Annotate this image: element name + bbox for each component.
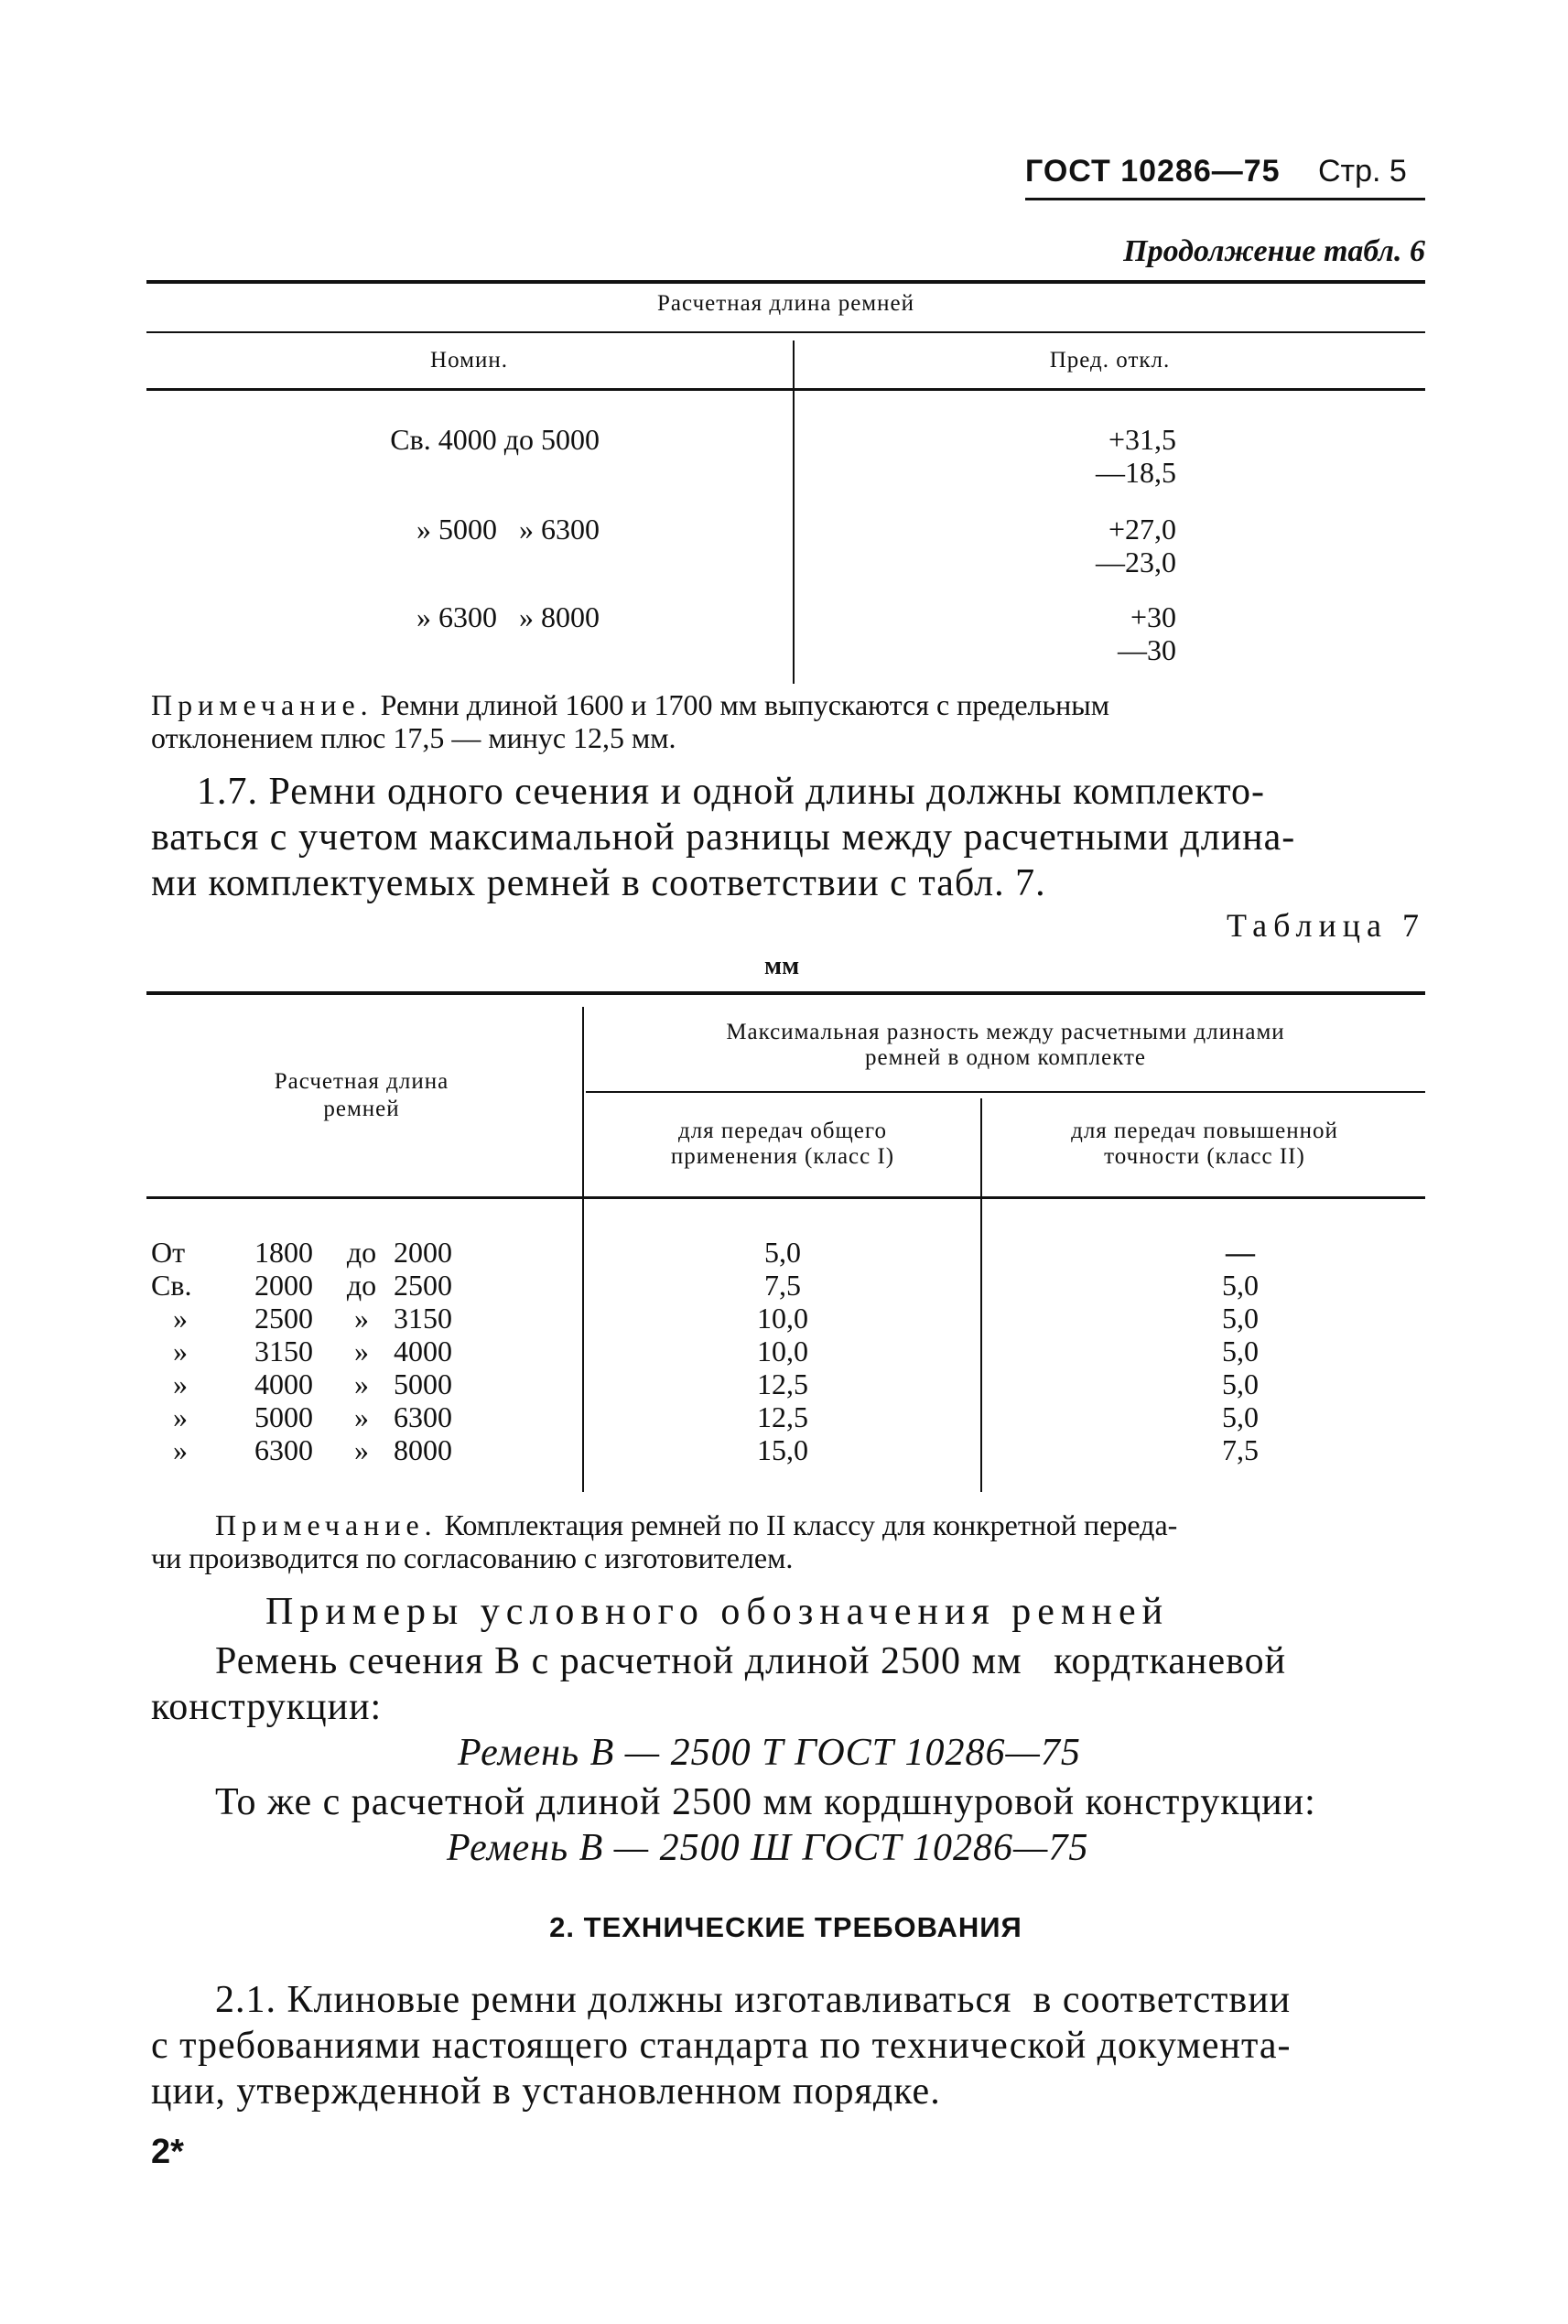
table7-title: Таблица 7 — [1227, 907, 1425, 944]
table6-dev-plus-cell: +30 — [1130, 600, 1176, 633]
table6-group-rule — [146, 331, 1425, 333]
table7-from-cell: 5000 — [254, 1400, 313, 1433]
paragraph-2-1-line: 2.1. Клиновые ремни должны изготавливаться в соответствии — [215, 1979, 1292, 2021]
table7-from-cell: 6300 — [254, 1433, 313, 1466]
table7-sep-cell: » — [354, 1302, 369, 1335]
table7-col-class1: для передач общего — [677, 1119, 888, 1143]
table7-from-cell: 3150 — [254, 1335, 313, 1367]
table7-class2-cell: 7,5 — [1222, 1433, 1259, 1466]
table6-continuation-label: Продолжение табл. 6 — [1123, 234, 1425, 268]
table7-group-header-2: ремней в одном комплекте — [864, 1045, 1147, 1070]
table6-dev-plus-cell: +27,0 — [1108, 513, 1176, 546]
section-heading: 2. ТЕХНИЧЕСКИЕ ТРЕБОВАНИЯ — [549, 1911, 1022, 1943]
table7-sep-cell: до — [346, 1269, 377, 1302]
table7-col-class2: для передач повышенной — [1071, 1119, 1338, 1143]
note-text: Ремни длиной 1600 и 1700 мм выпускаются с предельным — [380, 688, 1109, 721]
table7-sep-cell: до — [346, 1236, 377, 1269]
examples-line: Ремень сечения В с расчетной длиной 2500 мм кордтканевой — [215, 1640, 1287, 1682]
table7-prefix-cell: » — [173, 1302, 188, 1335]
table7-to-cell: 6300 — [394, 1400, 452, 1433]
table7-from-cell: 1800 — [254, 1236, 313, 1269]
examples-heading: Примеры условного обозначения ремней — [265, 1591, 1170, 1633]
paragraph-2-1-line: ции, утвержденной в установленном порядке. — [151, 2070, 941, 2113]
table7-prefix-cell: » — [173, 1367, 188, 1400]
table6-col-nominal: Номин. — [430, 348, 508, 373]
table7-class1-cell: 7,5 — [764, 1269, 801, 1302]
table7-class1-cell: 5,0 — [764, 1236, 801, 1269]
table7-prefix-cell: » — [173, 1335, 188, 1367]
table7-col-class1-2: применения (класс I) — [670, 1144, 895, 1169]
table6-top-rule — [146, 280, 1425, 284]
designation-example: Ремень В — 2500 Т ГОСТ 10286—75 — [458, 1732, 1081, 1774]
table6-column-divider — [793, 340, 795, 684]
table6-header-rule — [146, 388, 1425, 391]
table6-nominal-cell: Св. 4000 до 5000 — [390, 423, 600, 456]
table7-from-cell: 2500 — [254, 1302, 313, 1335]
table6-note — [151, 688, 1428, 721]
table6-dev-minus-cell: —23,0 — [1096, 546, 1176, 578]
table7-class1-cell: 10,0 — [757, 1335, 808, 1367]
header-rule — [1025, 198, 1425, 200]
table7-group-rule — [586, 1091, 1425, 1093]
table7-col-class2-2: точности (класс II) — [1104, 1144, 1305, 1169]
table7-class2-cell: 5,0 — [1222, 1302, 1259, 1335]
table7-class1-col — [586, 1236, 979, 1466]
table7-to-col — [394, 1236, 476, 1466]
table7-class1-cell: 12,5 — [757, 1367, 808, 1400]
paragraph-1-7-line: ваться с учетом максимальной разницы между расчетными длина- — [151, 816, 1296, 859]
table7-to-cell: 5000 — [394, 1367, 452, 1400]
table6-dev-minus-cell: —30 — [1118, 633, 1176, 666]
table7-class1-cell: 10,0 — [757, 1302, 808, 1335]
note-label: Примечание. — [215, 1508, 438, 1541]
examples-line: То же с расчетной длиной 2500 мм кордшнуровой конструкции: — [215, 1781, 1316, 1823]
table7-prefix-cell: Св. — [151, 1269, 192, 1302]
table7-note — [215, 1508, 1177, 1541]
table7-to-cell: 8000 — [394, 1433, 452, 1466]
table6-dev-plus-cell: +31,5 — [1108, 423, 1176, 456]
table6-col-deviation: Пред. откл. — [1049, 348, 1171, 373]
table7-from-col — [254, 1236, 337, 1466]
designation-example: Ремень В — 2500 Ш ГОСТ 10286—75 — [447, 1827, 1089, 1869]
paragraph-2-1-line: с требованиями настоящего стандарта по технической документа- — [151, 2025, 1292, 2067]
table7-group-header: Максимальная разность между расчетными длинами — [726, 1020, 1285, 1044]
table7-column-divider — [980, 1098, 982, 1492]
table7-prefix-cell: » — [173, 1433, 188, 1466]
table7-class2-cell: 5,0 — [1222, 1400, 1259, 1433]
table7-prefix-col — [151, 1236, 224, 1466]
paragraph-1-7-line: ми комплектуемых ремней в соответствии с табл. 7. — [151, 862, 1046, 904]
table7-header-rule — [146, 1196, 1425, 1199]
table7-to-cell: 4000 — [394, 1335, 452, 1367]
table7-class2-cell: 5,0 — [1222, 1269, 1259, 1302]
table7-sep-cell: » — [354, 1367, 369, 1400]
table7-from-cell: 4000 — [254, 1367, 313, 1400]
table7-class2-cell: 5,0 — [1222, 1367, 1259, 1400]
table7-col-length-2: ремней — [323, 1097, 400, 1121]
table7-class1-cell: 15,0 — [757, 1433, 808, 1466]
table7-to-cell: 3150 — [394, 1302, 452, 1335]
table7-sep-cell: » — [354, 1335, 369, 1367]
note-label: Примечание. — [151, 688, 373, 721]
table6-group-header: Расчетная длина ремней — [657, 291, 914, 316]
table7-note-continuation: чи производится по согласованию с изготовителем. — [151, 1541, 794, 1574]
table7-class2-cell: 5,0 — [1222, 1335, 1259, 1367]
table7-sep-cell: » — [354, 1400, 369, 1433]
table6-dev-minus-cell: —18,5 — [1096, 456, 1176, 489]
table7-col-length: Расчетная длина — [274, 1069, 449, 1094]
table7-prefix-cell: » — [173, 1400, 188, 1433]
table7-to-cell: 2000 — [394, 1236, 452, 1269]
table7-from-cell: 2000 — [254, 1269, 313, 1302]
table7-to-cell: 2500 — [394, 1269, 452, 1302]
page-number: Стр. 5 — [1318, 154, 1407, 189]
table7-prefix-cell: От — [151, 1236, 186, 1269]
table6-nominal-cell: » 6300 » 8000 — [416, 600, 600, 633]
table7-sep-cell: » — [354, 1433, 369, 1466]
table7-sep-col — [339, 1236, 384, 1466]
table7-class1-cell: 12,5 — [757, 1400, 808, 1433]
table6-note-continuation: отклонением плюс 17,5 — минус 12,5 мм. — [151, 721, 676, 754]
note-text: Комплектация ремней по II классу для конкретной переда- — [444, 1508, 1178, 1541]
sheet-signature: 2* — [151, 2133, 184, 2171]
table7-unit: мм — [764, 952, 800, 980]
table7-class2-cell: — — [1226, 1236, 1255, 1269]
examples-line: конструкции: — [151, 1686, 383, 1728]
table6-nominal-cell: » 5000 » 6300 — [416, 513, 600, 546]
table7-top-rule — [146, 991, 1425, 995]
table7-class2-col — [1016, 1236, 1465, 1466]
paragraph-1-7-line: 1.7. Ремни одного сечения и одной длины должны комплекто- — [197, 771, 1265, 813]
standard-number: ГОСТ 10286—75 — [1025, 154, 1281, 189]
table7-column-divider — [582, 1007, 584, 1492]
